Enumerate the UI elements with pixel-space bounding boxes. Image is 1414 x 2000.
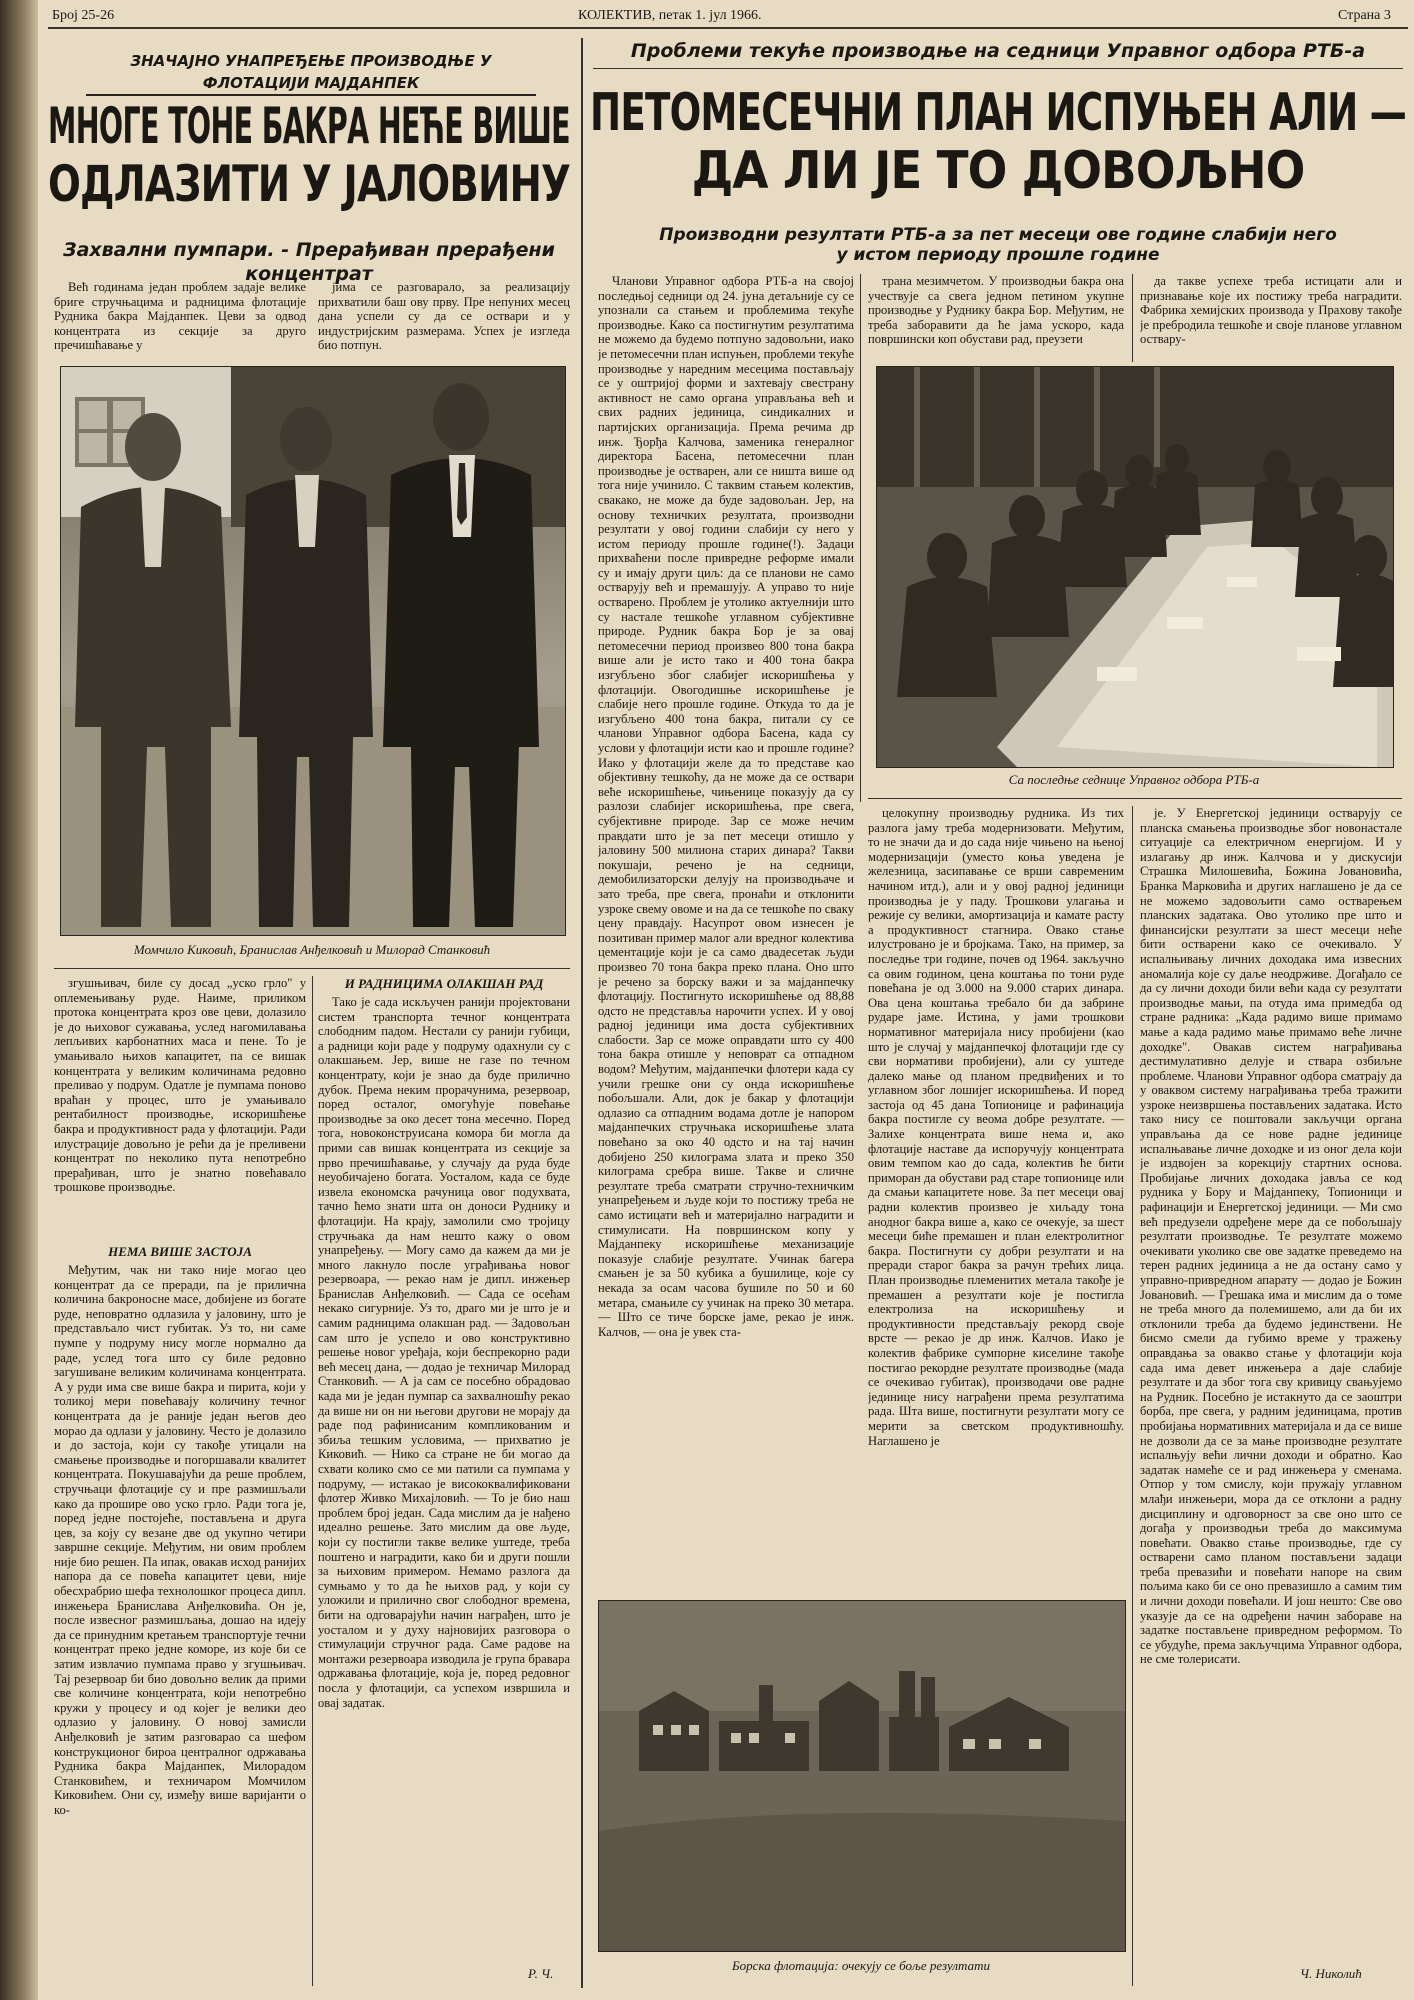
issue-number: Број 25-26 [52, 8, 115, 23]
photo-board-meeting [876, 366, 1394, 768]
right-headline-line2: ДА ЛИ ЈЕ ТО ДОВОЉНО [691, 141, 1305, 201]
photo-bor-flotation-image [599, 1601, 1125, 1951]
right-col-divider-2-top [1132, 274, 1133, 362]
left-subhead-no-stoppages: НЕМА ВИШЕ ЗАСТОЈА [108, 1244, 252, 1259]
right-kicker: Проблеми текуће производње на седници Управног одбора РТБ-а [630, 40, 1366, 62]
column-divider-main [581, 38, 583, 1988]
left-col-b-text: Тако је сада искључен ранији пројектовани систем транспорта течног концентрата слободним падом. Нестали су ранији губици, а радници који раде у подруму одахнули су с олакшањем. Јер, више не газе по течном концентрату, који је знао да буде прилично дубок. Према неким прорачунима, резервоар, поред осталог, омогућује повећање производње за око десет тона месечно. Поред тога, новоконструисана комора би могла да прими сав вишак концентрата из секције за прво пречишћавање, у случају да руда буде неуобичајено богата. Уосталом, када се буде извела економска рачуница овог подухвата, тачно ћемо знати шта он доноси Руднику и флотацији. На крају, замолили смо тројицу стручњака да нам нешто кажу о овом унапређењу. — Могу само да кажем да ми је много лакнуло после уграђивања новог резервоара, — рекао нам је дипл. инжењер Бранислав Анђелковић. — Сада се осећам некако сигурније. Уз то, драго ми је што је и самим радницима олакшан рад. — Задовољан сам што је успело и ово конструктивно решење новог уређаја, који беспрекорно ради већ месец дана, — додао је техничар Милорад Станковић. — А ја сам се посебно обрадовао када ми је један пумпар са захвалношћу рекао да више ни он ни његови другови не морају да раде под рафинисаним компликованим и збиља тешким условима, — прихватио је Киковић. — Нико са стране не би могао да схвати колико смо се ми патили са пумпама у подруму, — истакао је висококвалификовани флотер Живко Михајловић. — То је био наш проблем број један. Сада мислим да је нађено идеално решење. Зато мислим да ове људе, који су постигли такве велике уштеде, треба поштено и наградити, како би и други пошли за њиховим примером. Немамо разлога да сумњамо у то да ће њихов рад, у који су уложили и прилично свог слободног времена, бити на одговарајући начин награђен, што је уосталом и у духу најновијих разговора о стимулацији стручног рада. Саме радове на монтажи резервоара изводила је група бравара одржавања флотације, која је, поред редовног посла у флотацији, са успехом извршила и овај задатак. [318, 995, 570, 1710]
left-caption-rule [54, 968, 570, 969]
photo-board-meeting-image [877, 367, 1393, 767]
right-col-divider-1 [860, 274, 861, 802]
left-photo-caption: Момчило Киковић, Бранислав Анђелковић и Милорад Станковић [133, 942, 491, 957]
left-column-b [318, 976, 570, 1976]
photo-three-engineers [60, 366, 566, 936]
left-col-a-text1: згушњивач, биле су досад „уско грло" у оплемењивању руде. Наиме, приликом протока концентрата кроз ове цеви, долазило је до њиховог сужавања, услед нагомилавања лепљивих карбонатних маса и пене. То је умањивало њихов капацитет, па се вишак концентрата у великим количинама редовно преливао у подрум. Одатле је пумпама поново враћан у процес, што је умањивало рентабилност производње, искоришћење бакра и продуктивност рада у флотацији. Ради илустрације довољно је рећи да је преливени концентрат по неколико пута непотребно прерађиван, што је знатно повећавало трошкове производње. [54, 976, 306, 1195]
page-number: Страна 3 [1338, 8, 1391, 23]
right-photo-caption: Са последње седнице Управног одбора РТБ-а [1008, 772, 1260, 787]
left-intro-col2: јима се разговарало, за реализацију прихватили баш ову прву. Пре непуних месец дана успели су да се оствари и у индустријским размерама. Успех је изгледа био потпун. [318, 280, 570, 353]
left-deck: Захвални пумпари. - Прерађиван прерађени концентрат [63, 239, 555, 285]
right-kicker-rule [593, 68, 1403, 69]
page-gutter-shadow [0, 0, 38, 2000]
left-intro-col1: Већ годинама један проблем задаје велике бриге стручњацима и радницима флотације Рудника бакра Мајданпек. Цеви за одвод концентрата из секције за друго пречишћавање у [54, 280, 306, 353]
left-kicker: ЗНАЧАЈНО УНАПРЕЂЕЊЕ ПРОИЗВОДЊЕ У ФЛОТАЦИЈИ МАЈДАНПЕК [86, 50, 536, 96]
left-signature: Р. Ч. [528, 1966, 554, 1981]
right-column-3: је. У Енергетској јединици остварују се планска смањења производње због новонастале ситуације са електричном енергијом. И у излагању др инж. Калчова и у дискусији Страшка Милошевића, Божина Јовановића, Бранка Марковића и других наглашено је да се не можемо задовољити само остварењем планских задатака. Ово утолико пре што и финансијски резултати за шест месеци неће бити остварени како се очекивало. У испалњивању личних доходака има извесних аномалија које су даље неодрживе. Догађало се да су лични доходи били већи када су резултати производње мањи, па отуда има примедба од стране радника: „Када радимо више примамо мање а када радимо мање примамо веће личне доходке". Овакав систем награђивања дестимулативно делује и ствара озбиљне проблеме. Чланови Управног одбора сматрају да у оваквом систему награђивања треба тражити узроке неизвршења постављених задатака. Исто тако нису се поштовали закључци органа управљања да се нове радне јединице испалњавање личне доходке и из оног дела који је издвојен за корекцију стартних основа. Пробијање личних доходака јавља се код рудника у Бору и Мајданпеку, Топионици и рафинацији и Енергетској јединици. — Ми смо већ предузели одређене мере да се побољшају резултати производње. Те резултате можемо очекивати уколико све ове задатке преведемо на терен радних јединица а не да остану само у управно-привредном апарату — додао је Божин Јовановић. — Грешака има и мислим да о томе не треба много да полемишемо, али да би их отклонили треба да будемо јединствени. Не бисмо смели да губимо време у тражењу оправдања за овакво стање у флотацији која сада има девет инжењера а даје слабије резултате и да због тога сву кривицу свањујемо на Рудник. Посебно је истакнуто да се заоштри борба, пре свега, у радним јединицама, против пробијања нормативних материјала и да се више не дозволи да се за мање производне резултате испалњују већи лични доходи и обратно. Као задатак намеће се и рад инжењера у сменама. Отпор у том смислу, који пружају углавном млађи инжењери, мора да се отклони а радну дисциплину и одговорност за све оно што се догађа у производњи треба до максимума повећати. Овакво стање производње, где су остварени само планом постављени задаци треба превазићи и повећати напоре на свим пољима како би се оно превазишло а самим тим и лични доходи повећали. И још нешто: Све ово указује да се на одређени начин забораве на задатке постављене привредном реформом. То се убудуће, према закључцима Управног одбора, не сме толерисати. [1140, 806, 1402, 1667]
left-subhead-workers-relief: И РАДНИЦИМА ОЛАКШАН РАД [344, 976, 544, 991]
bottom-photo-caption: Борска флотација: очекују се боље резултати [732, 1958, 990, 1973]
right-headline-line1: ПЕТОМЕСЕЧНИ ПЛАН ИСПУЊЕН АЛИ — [590, 83, 1406, 143]
right-deck-line2: у истом периоду прошле године [836, 245, 1160, 265]
photo-bor-flotation [598, 1600, 1126, 1952]
right-column-2-top: трана мезимчетом. У производњи бакра она учествује са свега једном петином укупне производње у Руднику бакра Бор. Међутим, не треба заборавити да ће јама ускоро, када површински коп обустави рад, преузети [868, 274, 1124, 347]
right-deck-line1: Производни резултати РТБ-а за пет месеци ове године слабији него [659, 225, 1337, 245]
right-column-3-top: да такве успехе треба истицати али и признавање које их постижу треба наградити. Фабрика хемијских производа у Прахову такође је пребродила тешкоће и своје планове углавном оствару- [1140, 274, 1402, 347]
left-headline-line1: МНОГЕ ТОНЕ БАКРА НЕЋЕ ВИШЕ [48, 97, 570, 155]
right-col-divider-2 [1132, 806, 1133, 1986]
right-caption-rule [868, 798, 1402, 799]
masthead-line: КОЛЕКТИВ, петак 1. јул 1966. [578, 8, 762, 23]
newspaper-page [38, 0, 1414, 2000]
right-column-2: целокупну производњу рудника. Из тих разлога јаму треба модернизовати. Међутим, то не значи да и до сада није чињено на њеној модернизацији (уместо коња уведена је железница, засипавање се врши савременим начином итд.), али и у овој радној јединици производња је у паду. Трошкови улагања и режије су велики, амортизација и камате расту а продуктивност стагнира. Овако стање илустровано је и бројкама. Тако, на пример, за последње три године, почев од 1964. закључно са овим годином, цена коштања по тони руде повећана је од 3.000 на 9.000 старих динара. Ова цена коштања требало би да забрине рударе јаме. Истина, у јами трошкови нормативног материјала нису пробијени (као што је случај у мајданпечкој флотацији где су сви нормативи пробијени), али су уштеде далеко мање од планом предвиђених и то углавном због лошијег искоришћења. И поред застоја од 45 дана Топионице и рафинација бакра постигле су веома добре резултате. — Залихе концентрата више нема и, ако флотације наставе да испоручују концентрата овим темпом као до сада, колектив ће бити приморан да обустави рад старе топионице или да смањи капацитете нове. За пет месеци овај радни колектив произвео је хиљаду тона анодног бакра више а, како се очекује, за шест месеци биће премашен и план електролитног бакра. Постигнути су добри резултати и на преради старог бакра за рачун трећих лица. План производње племенитих метала такође је премашен а резултати које је постигла електролиза на искоришћењу и продуктивности представљају рекорд своје врсте — рекао је др инж. Калчов. Иако је колектив фабрике сумпорне киселине такође постигао рекордне резултате производње (мада се очекивао губитак), производачи ове радне јединице нису награђени према резултатима рада. Шта више, постигнути резултати могу се мерити за светском продуктивношћу. Наглашено је [868, 806, 1124, 1448]
right-column-1: Чланови Управног одбора РТБ-а на својој последњој седници од 24. јуна детаљније су се упознали са стањем и проблемима текуће производње. Како са постигнутим резултатима не можемо да будемо потпуно задовољни, иако је петомесечни план испуњен, проблеми текуће производње у наредним месецима постављају се у оштријој форми и захтевају свестрану активност не само органа управљања већ и свих радних јединица, синдикалних и партијских организација. Према речима др инж. Ђорђа Калчова, заменика генералног директора Басена, петомесечни план производње је остварен, али се ништа више од тога није учинило. С таквим стањем колектив, свакако, не може да буде задовољан. Јер, на основу техничких резултата, производни резултати у овој години слабији су него у истом периоду прошле године(!). Задаци прихваћени после привредне реформе имали су и имају други циљ: да се планови не само остварују већ и премашују. А управо то није остварено. Проблем је утолико актуелнији што су настале тешкоће углавном субјективне природе. Рудник бакра Бор је за овај петомесечни период произвео 800 тона бакра више али је исто тако и 400 тона бакра изгубљено због слабијег искоришћења у флотацији. Овогодишње искоришћење је слабије него прошле године. Откуда то да је изгубљено 400 тона бакра, питали су се чланови Управног одбора Басена, када су услови у флотацији исти као и прошле године? Иако у флотацији желе да то представе као објективну тешкоћу, да не може да се оствари веће искоришћење, чињенице показују да су разлози слабијег искоришћења, пре свега, субјективне природе. Зар се може нечим правдати што је за пет месеци отишло у јаловину 500 милиона старих динара? Такви покушаји, речено је на седници, демобилизаторски делују на производњаче и зато треба, пре свега, пронаћи и отклонити узроке свему овоме и на да се тешкоће по сваку цену правдају. Насупрот овом изнесен је позитиван пример малог али вредног колектива цементације који је са само двадесетак људи произвео 70 тона бакра преко плана. Оно што је речено за борску важи и за мајданпечку флотацију. Постигнуто искоришћење од 88,88 одсто не представља нарочити успех. И у овој радној јединици има доста субјективних слабости. Зар се може оправдати што су 400 тона бакра отишле у неповрат са отпадном водом? Међутим, мајданпечки флотери када су учили грешке они су онда искоришћење побољшали. Али, док је бакар у флотацији одлазио са отпадним водама дотле је напором мајданпечких стручњака искоришћење злата повећано за око 40 одсто и на тај начин добијено 250 килограма злата и преко 350 килограма сребра више. Такве и сличне резултате треба сматрати стручно-техничким унапређењем и људе који то постижу треба не само истицати већ и материјално наградити и стимулисати. На површинском копу у Мајданпеку искоришћење механизације показује слабије резултате. Учинак багера смањен је за 50 кубика а бушилице, које су некада за осам часова бушиле по 50 и 60 метара, смањиле су учинак на преко 30 метара. — Што се тиче борске јаме, рекао је инж. Калчов, — она је увек ста- [598, 274, 854, 1339]
right-signature: Ч. Николић [1300, 1966, 1362, 1981]
photo-three-engineers-image [61, 367, 565, 935]
left-headline-line2: ОДЛАЗИТИ У ЈАЛОВИНУ [48, 155, 570, 213]
header-rule [48, 27, 1408, 29]
left-column-a [54, 976, 306, 1988]
left-column-divider [312, 976, 313, 1986]
left-col-a-text2: Међутим, чак ни тако није могао цео концентрат да се преради, па је прилична количина бакроносне масе, добијене из богате руде, неповратно одлазила у јаловину, што је представљало чист губитак. Уз то, ни саме пумпе у подруму нису могле нормално да раде, услед тога што су биле редовно загушиване великим количинама концентрата. А у руди има све више бакра и пирита, који у толикој мери повећавају количину течног концентрата да је раније један његов део морао да одлази у јаловину. Често је долазило и до застоја, који су такође утицали на смањење производње и погоршавали квалитет концентрата. Покушавајући да реше проблем, стручњаци флотације су и пре размишљали како да прошире ово уско грло. Ради тога је, поред једне постојеће, постављена и друга цев, за коју су везане две од укупно четири завршне секције. Међутим, ни овим проблем није био решен. Па ипак, овакав исход ранијих напора да се повећа капацитет цеви, није обесхрабрио шефа технолошког процеса дипл. инжењера Бранислава Анђелковића. Он је, после извесног размишљања, дошао на идеју да се принудним кретањем транспортује течни концентрат преко једне коморе, из које би се затим извлачио пумпама право у згушњивач. Тај резервоар би био довољно велик да прими све количине концентрата, који непотребно кружи у процесу и од којег је велики део одлазио у јаловину. О новој замисли Анђелковић је затим разговарао са шефом конструкционог бироа централног одржавања Рудника бакра Мајданпек, Милорадом Станковићем, и техничаром Момчилом Киковићем. Они су, између више варијанти о ко- [54, 1263, 306, 1817]
